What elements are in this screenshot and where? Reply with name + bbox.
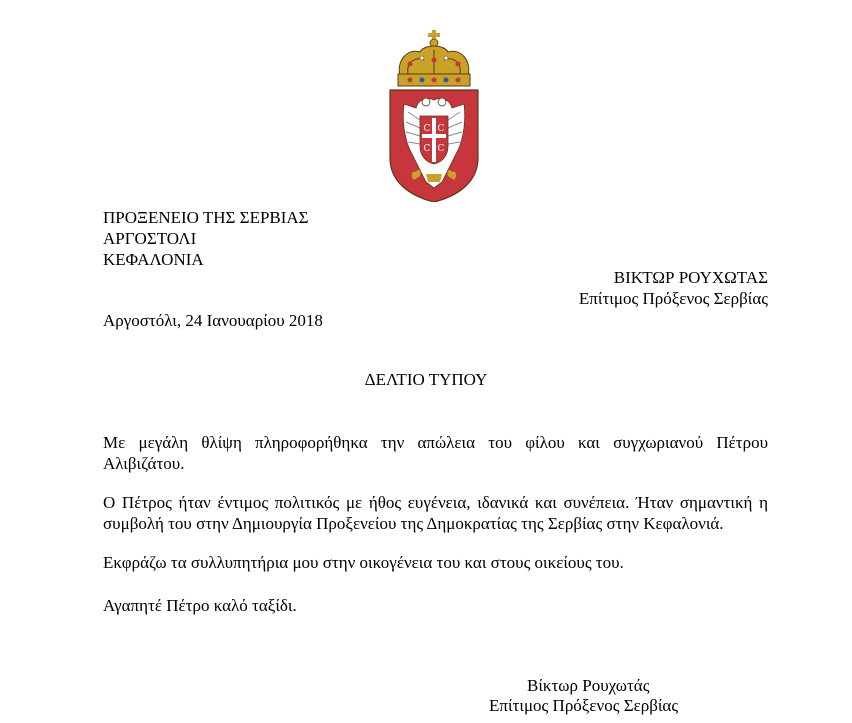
paragraph-line: Με μεγάλη θλίψη πληροφορήθηκα την απώλεια του φίλου και συγχωριανού Πέτρου <box>103 433 768 452</box>
paragraph-farewell <box>103 595 768 616</box>
svg-text:C: C <box>437 144 445 154</box>
press-release-title: ΔΕΛΤΙΟ ΤΥΠΟΥ <box>364 370 488 389</box>
signature-title: Επίτιμος Πρόξενος Σερβίας <box>489 696 679 715</box>
paragraph-line: Εκφράζω τα συλλυπητήρια μου στην οικογένεια του και στους οικείους του. <box>103 553 624 572</box>
shield-icon <box>390 90 478 202</box>
svg-text:C: C <box>423 144 431 154</box>
consul-name: ΒΙΚΤΩΡ ΡΟΥΧΩΤΑΣ <box>613 268 768 287</box>
consul-header <box>579 268 768 310</box>
paragraph-line: Αγαπητέ Πέτρο καλό ταξίδι. <box>103 596 297 615</box>
paragraph-tribute <box>103 492 768 534</box>
paragraph-line: συμβολή του στην Δημιουργία Προξενείου της Δημοκρατίας της Σερβίας στην Κεφαλονιά. <box>103 514 724 533</box>
sender-address <box>103 208 309 271</box>
svg-text:C: C <box>437 124 445 134</box>
signature-name: Βίκτωρ Ρουχωτάς <box>527 676 650 695</box>
paragraph-line: Αλιβιζάτου. <box>103 454 185 473</box>
sender-line-island: ΚΕΦΑΛΟΝΙΑ <box>103 250 204 269</box>
date-line: Αργοστόλι, 24 Ιανουαρίου 2018 <box>103 311 323 330</box>
svg-text:C: C <box>423 124 431 134</box>
crown-icon <box>398 30 470 86</box>
serbian-coat-of-arms-icon <box>386 30 482 202</box>
paragraph-line: Ο Πέτρος ήταν έντιμος πολιτικός με ήθος ευγένεια, ιδανικά και συνέπεια. Ήταν σημαντική η <box>103 493 768 512</box>
consul-title: Επίτιμος Πρόξενος Σερβίας <box>578 289 768 308</box>
paragraph-condolence <box>103 432 768 474</box>
sender-line-consulate: ΠΡΟΞΕΝΕΙΟ ΤΗΣ ΣΕΡΒΙΑΣ <box>103 208 309 227</box>
paragraph-sympathy <box>103 552 768 573</box>
sender-line-city: ΑΡΓΟΣΤΟΛΙ <box>103 229 197 248</box>
